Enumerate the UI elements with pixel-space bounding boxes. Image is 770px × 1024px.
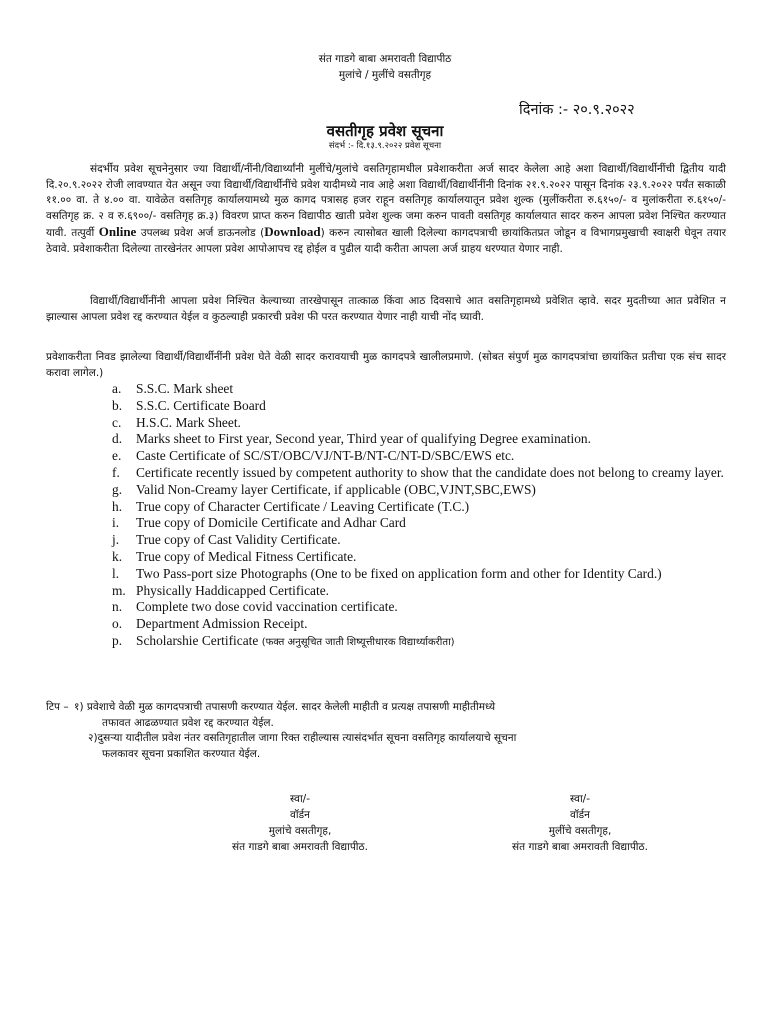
document-note: (फक्त अनुसूचित जाती शिष्यूत्तीधारक विद्यार्थ्याकरीता) [261,636,455,648]
online-keyword: Online [98,224,137,239]
document-marker: d. [112,431,123,447]
document-item [112,465,728,482]
document-item [112,398,728,415]
tip-label: टिप – [46,701,69,713]
document-marker: m. [112,582,126,598]
document-item [112,633,728,652]
document-marker: k. [112,548,123,564]
document-marker: h. [112,498,123,514]
document-item [112,381,728,398]
document-item [112,482,728,499]
document-text: Department Admission Receipt. [136,616,308,632]
document-text: True copy of Cast Validity Certificate. [136,532,341,548]
signature-university: संत गाडगे बाबा अमरावती विद्यापीठ. [232,841,368,853]
document-marker: g. [112,481,123,497]
document-marker: n. [112,599,123,615]
document-marker: i. [112,515,120,531]
document-text: Physically Haddicapped Certificate. [136,582,329,598]
signature-hostel: मुलांचे वसतीगृह, [268,825,332,837]
paragraph-text: उपलब्ध प्रवेश अर्ज डाऊनलोड ( [136,227,265,239]
document-item [112,583,728,600]
signature-role: वॉर्डन [289,809,310,821]
document-item [112,549,728,566]
signature-boys-warden [170,791,430,855]
document-marker: f. [112,464,120,480]
tip-note-1-cont: तफावत आढळण्यात प्रवेश रद्द करण्यात येईल. [102,716,274,729]
document-text: S.S.C. Mark sheet [136,381,234,396]
document-text: True copy of Character Certificate / Leaving Certificate (T.C.) [136,498,470,514]
paragraph-text: ) करुन त्यासोबत खाली दिलेल्या कागदपत्राची छायांकितप्रत जोडून व विभागप्रमुखाची स्वाक्षरी घेवून तयार ठेवावे. प्रवेशाकरीता दिलेल्या तारखेनंतर आपला प्रवेश आपोआपच रद्द होईल व पुढील यादी करीता आपला अर्ज ग्राहय धरण्यात येणार नाही. [46,227,726,255]
document-item [112,415,728,432]
paragraph-admission-procedure [46,162,726,257]
document-text: S.S.C. Certificate Board [136,397,266,413]
signature-hostel: मुलींचे वसतीगृह, [548,825,612,837]
document-marker: c. [112,414,122,430]
document-item [112,431,728,448]
tip-note-2: २)दुसऱ्या यादीतील प्रवेश नंतर वसतिगृहातील जागा रिक्त राहील्यास त्यासंदर्भात सूचना वसतिगृह कार्यालयाचे सूचना [88,732,517,744]
paragraph-joining-deadline: विद्यार्थी/विद्यार्थीनींनी आपला प्रवेश निश्चित केल्याच्या तारखेपासून तात्काळ किंवा आठ दिवसाचे आत वसतिगृहामध्ये प्रवेशित व्हावे. सदर मुदतीच्या आत प्रवेशित न झाल्यास आपला प्रवेश रद्द करण्यात येईल व कुठल्याही प्रकारची प्रवेश फी परत करण्यात येणार नाही याची नोंद घ्यावी. [46,295,726,323]
document-item [112,599,728,616]
document-item [112,616,728,633]
document-text: True copy of Domicile Certificate and Adhar Card [136,515,406,531]
document-item [112,499,728,516]
document-text: True copy of Medical Fitness Certificate. [136,548,357,564]
document-text: H.S.C. Mark Sheet. [136,414,241,430]
document-item [112,448,728,465]
signature-mark: स्वा/- [570,793,590,805]
document-text: Marks sheet to First year, Second year, Third year of qualifying Degree examination. [136,431,591,447]
tip-note-1: १) प्रवेशाचे वेळी मुळ कागदपत्राची तपासणी करण्यात येईल. सादर केलेली माहीती व प्रत्यक्ष तपासणी माहीतीमध्ये [74,701,496,713]
paragraph-text: संदर्भीय प्रवेश सूचनेनुसार ज्या विद्यार्थी/नींनी/विद्यार्थ्यांनी मुलींचे/मुलांचे वसतिगृहामधील प्रवेशाकरीता अर्ज सादर केलेला आहे अशा विद्यार्थी/विद्यार्थीनींची द्वितीय यादी दि.२०.९.२०२२ रोजी लावण्यात येत असून ज्या विद्यार्थी/विद्यार्थीनींचे प्रवेश यादीमध्ये नाव आहे अशा विद्यार्थी/विद्यार्थीनींनी दिनांक २१.९.२०२२ पासून दिनांक २३.९.२०२२ पर्यंत सकाळी ११.०० वा. ते ४.०० वा. यावेळेत वसतिगृह कार्यालयामध्ये मुळ कागद पत्रासह हजर राहून वसतिगृह कार्यालयातून प्रवेश शुल्क (मुलींकरीता रु.६१५०/- व मुलांकरीता रु.६१५०/- वसतिगृह क्र. २ व रु.६९००/- वसतिगृह क्र.३) विवरण प्राप्त करुन विद्यापीठ खाती प्रवेश शुल्क जमा करुन पावती वसतिगृह कार्यालयात सादर करुन आपला प्रवेश निश्चित करण्यात यावी. तत्पुर्वी [46,163,726,239]
document-text: Scholarshie Certificate [136,632,262,648]
notice-title: वसतीगृह प्रवेश सूचना [326,122,444,140]
document-text: Two Pass-port size Photographs (One to be fixed on application form and other for Identity Card.) [136,565,662,581]
document-marker: l. [112,565,120,581]
reference-line: संदर्भ :- दि.१३.९.२०२२ प्रवेश सूचना [328,141,442,151]
documents-list [112,381,728,652]
hostel-name: मुलांचे / मुलींचे वसतीगृह [338,69,432,81]
document-item [112,566,728,583]
document-marker: o. [112,616,123,632]
document-marker: b. [112,397,123,413]
signature-university: संत गाडगे बाबा अमरावती विद्यापीठ. [512,841,648,853]
document-item [112,532,728,549]
university-name: संत गाडगे बाबा अमरावती विद्यापीठ [318,53,452,65]
document-marker: j. [112,532,120,548]
document-marker: a. [112,381,122,396]
download-keyword: Download [264,224,321,239]
document-text: Certificate recently issued by competent authority to show that the candidate does not belong to creamy layer. [136,464,724,480]
document-marker: p. [112,632,123,648]
document-text: Complete two dose covid vaccination certificate. [136,599,398,615]
notice-date: दिनांक :- २०.९.२०२२ [519,102,635,118]
document-marker: e. [112,448,122,464]
document-text: Valid Non-Creamy layer Certificate, if applicable (OBC,VJNT,SBC,EWS) [136,481,536,497]
signature-role: वॉर्डन [569,809,590,821]
signature-mark: स्वा/- [290,793,310,805]
signature-girls-warden [450,791,710,855]
document-item [112,515,728,532]
tip-note-2-cont: फलकावर सूचना प्रकाशित करण्यात येईल. [102,747,261,760]
document-text: Caste Certificate of SC/ST/OBC/VJ/NT-B/NT-C/NT-D/SBC/EWS etc. [136,448,515,464]
tip-section [46,700,716,762]
paragraph-documents-intro: प्रवेशाकरीता निवड झालेल्या विद्यार्थी/विद्यार्थीनींनी प्रवेश घेते वेळी सादर करावयाची मुळ कागदपत्रे खालीलप्रमाणे. (सोबत संपुर्ण मुळ कागदपत्रांचा छायांकित प्रतीचा एक संच सादर करावा लागेल.) [46,351,726,379]
